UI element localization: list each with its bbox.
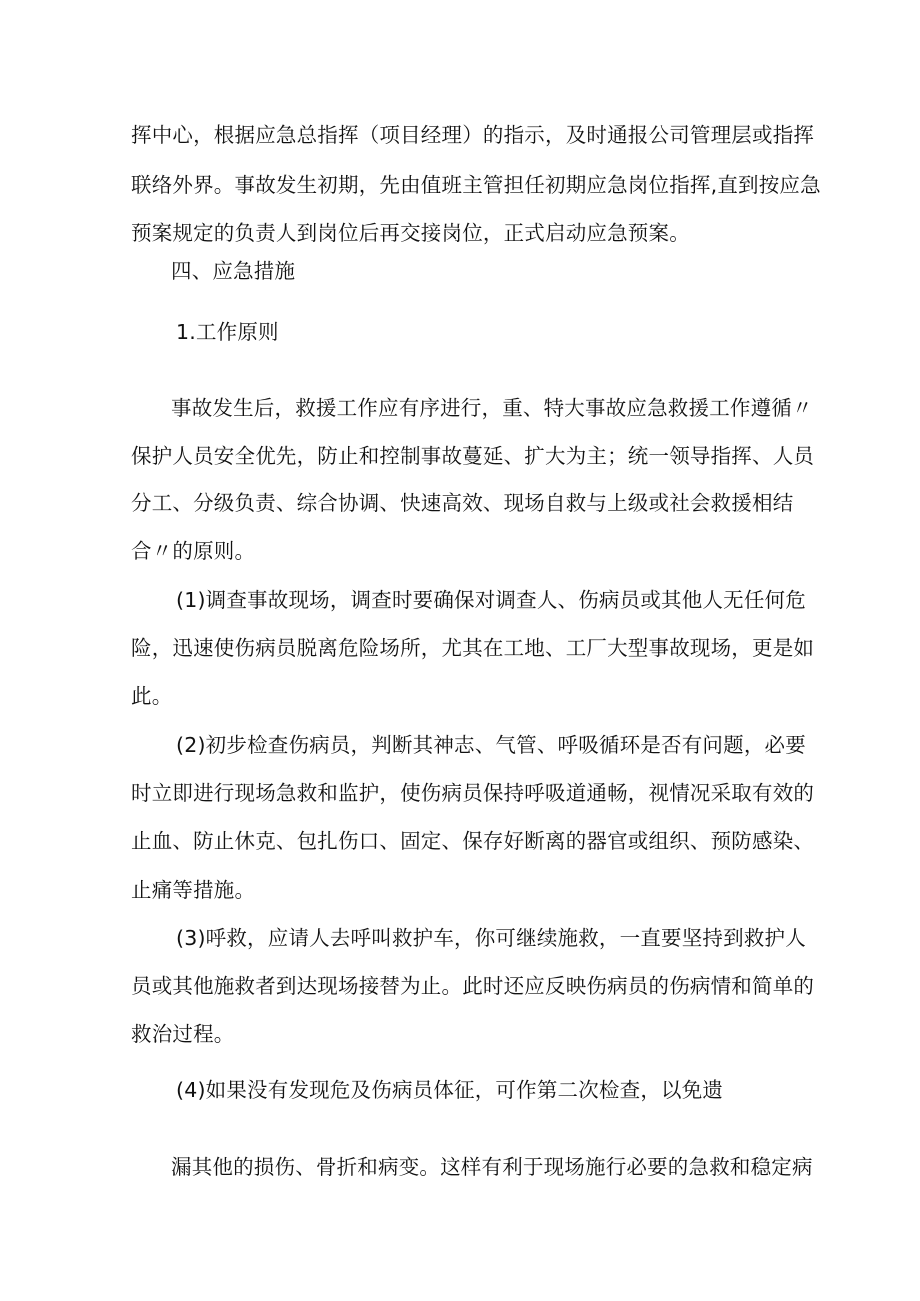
text-line-13: (2)初步检查伤病员，判断其神志、气管、呼吸循环是否有问题，必要 (176, 733, 806, 757)
text-line-6: 事故发生后，救援工作应有序进行，重、特大事故应急救援工作遵循〃 (171, 396, 813, 420)
text-line-11: 险，迅速使伤病员脱离危险场所，尤其在工地、工厂大型事故现场，更是如 (131, 636, 815, 660)
text-line-10: (1)调查事故现场，调查时要确保对调查人、伤病员或其他人无任何危 (176, 588, 806, 612)
text-line-19: 救治过程。 (131, 1022, 235, 1046)
text-line-1: 挥中心，根据应急总指挥（项目经理）的指示，及时通报公司管理层或指挥 (131, 123, 815, 147)
text-line-16: 止痛等措施。 (131, 878, 256, 902)
text-line-3: 预案规定的负责人到岗位后再交接岗位，正式启动应急预案。 (131, 221, 690, 245)
text-line-20: (4)如果没有发现危及伤病员体征，可作第二次检查，以免遗 (176, 1078, 724, 1102)
text-line-15: 止血、防止休克、包扎伤口、固定、保存好断离的器官或组织、预防感染、 (131, 829, 815, 853)
text-line-12: 此。 (131, 684, 173, 708)
text-line-9: 合〃的原则。 (131, 539, 256, 563)
text-line-17: (3)呼救，应请人去呼叫救护车，你可继续施救，一直要坚持到救护人 (176, 926, 806, 950)
section-heading: 四、应急措施 (171, 259, 296, 283)
text-line-7: 保护人员安全优先，防止和控制事故蔓延、扩大为主；统一领导指挥、人员 (131, 444, 815, 468)
subsection-heading: 1.工作原则 (176, 320, 279, 344)
text-line-18: 员或其他施救者到达现场接替为止。此时还应反映伤病员的伤病情和简单的 (131, 974, 815, 998)
text-line-8: 分工、分级负责、综合协调、快速高效、现场自救与上级或社会救援相结 (131, 491, 794, 515)
text-line-2: 联络外界。事故发生初期，先由值班主管担任初期应急岗位指挥,直到按应急 (131, 173, 821, 197)
text-line-14: 时立即进行现场急救和监护，使伤病员保持呼吸道通畅，视情况采取有效的 (131, 781, 815, 805)
text-line-21: 漏其他的损伤、骨折和病变。这样有利于现场施行必要的急救和稳定病 (171, 1155, 813, 1179)
